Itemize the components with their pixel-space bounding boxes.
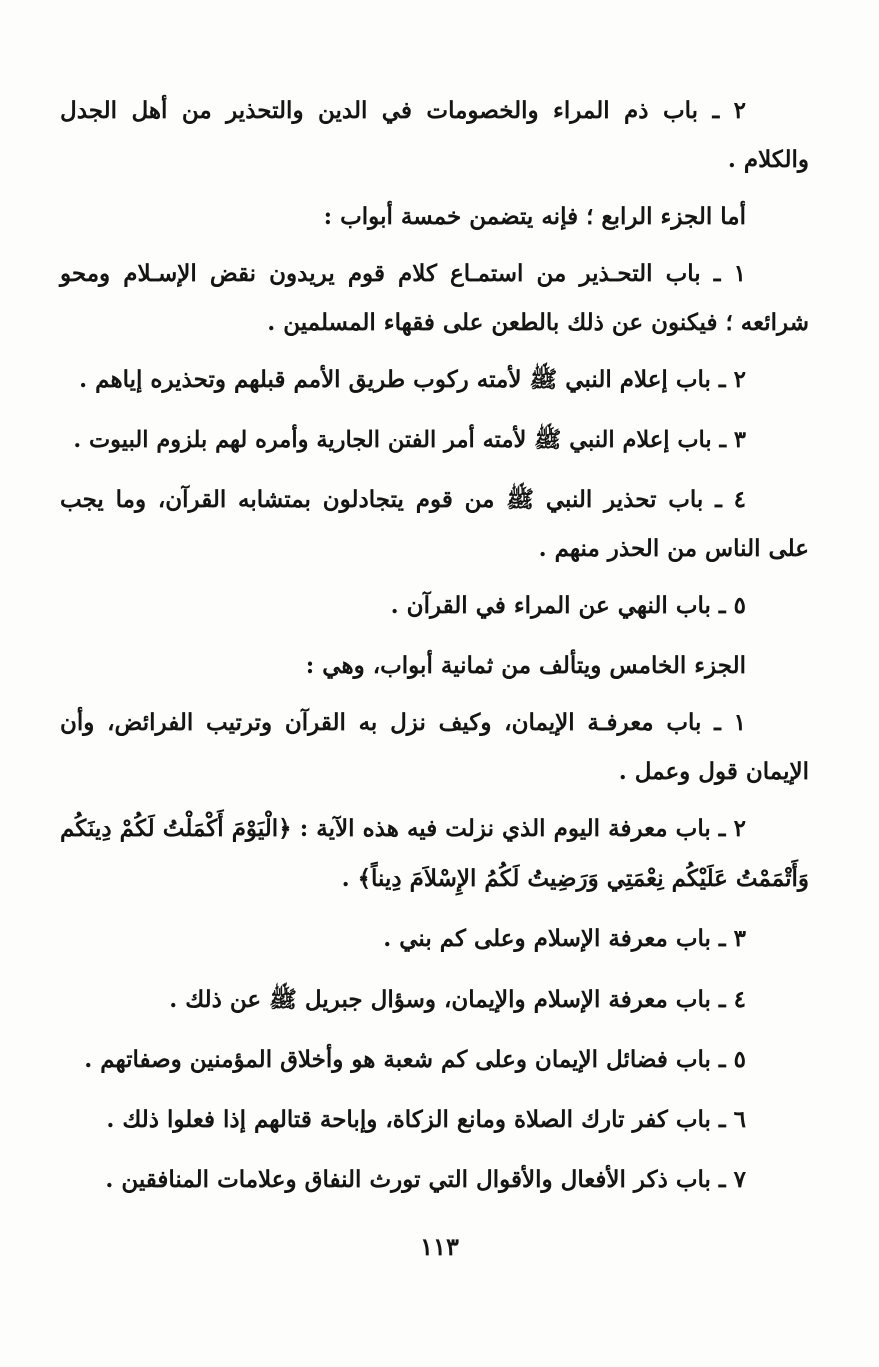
text-line: الإيمان قول وعمل .: [618, 758, 809, 785]
text-line: والكلام .: [727, 146, 809, 173]
text-line: ٤ ـ باب تحذير النبي ﷺ من قوم يتجادلون بمتشابه القرآن، وما يجب: [60, 486, 746, 513]
text-line: ٦ ـ باب كفر تارك الصلاة ومانع الزكاة، وإباحة قتالهم إذا فعلوا ذلك .: [106, 1106, 746, 1133]
text-line: ١ ـ باب التحـذير من استمـاع كلام قوم يريدون نقض الإسـلام ومحو: [60, 260, 746, 287]
text-line: ٢ ـ باب إعلام النبي ﷺ لأمته ركوب طريق الأمم قبلهم وتحذيره إياهم .: [79, 366, 746, 393]
text-line: ٣ ـ باب معرفة الإسلام وعلى كم بني .: [383, 925, 746, 952]
text-line: ٧ ـ باب ذكر الأفعال والأقوال التي تورث النفاق وعلامات المنافقين .: [105, 1166, 746, 1193]
text-line: ٢ ـ باب ذم المراء والخصومات في الدين والتحذير من أهل الجدل: [60, 97, 746, 124]
text-line: ٥ ـ باب النهي عن المراء في القرآن .: [390, 592, 746, 619]
page-number: ١١٣: [420, 1232, 459, 1261]
text-line: على الناس من الحذر منهم .: [538, 535, 809, 562]
text-line: ٥ ـ باب فضائل الإيمان وعلى كم شعبة هو وأخلاق المؤمنين وصفاتهم .: [84, 1046, 746, 1073]
text-line: ٢ ـ باب معرفة اليوم الذي نزلت فيه هذه الآية : ﴿الْيَوْمَ أَكْمَلْتُ لَكُمْ دِينَكُم: [60, 815, 746, 842]
text-line: ١ ـ باب معرفـة الإيمان، وكيف نزل به القرآن وترتيب الفرائض، وأن: [60, 709, 746, 736]
text-line: أما الجزء الرابع ؛ فإنه يتضمن خمسة أبواب :: [323, 203, 746, 230]
text-line: وَأَتْمَمْتُ عَلَيْكُم نِعْمَتِي وَرَضِيتُ لَكُمُ الإِسْلاَمَ دِيناً﴾ .: [341, 865, 809, 892]
text-line: شرائعه ؛ فيكنون عن ذلك بالطعن على فقهاء المسلمين .: [267, 309, 809, 336]
text-line: الجزء الخامس ويتألف من ثمانية أبواب، وهي :: [305, 652, 746, 679]
text-line: ٣ ـ باب إعلام النبي ﷺ لأمته أمر الفتن الجارية وأمره لهم بلزوم البيوت .: [73, 427, 746, 453]
text-line: ٤ ـ باب معرفة الإسلام والإيمان، وسؤال جبريل ﷺ عن ذلك .: [169, 986, 746, 1013]
